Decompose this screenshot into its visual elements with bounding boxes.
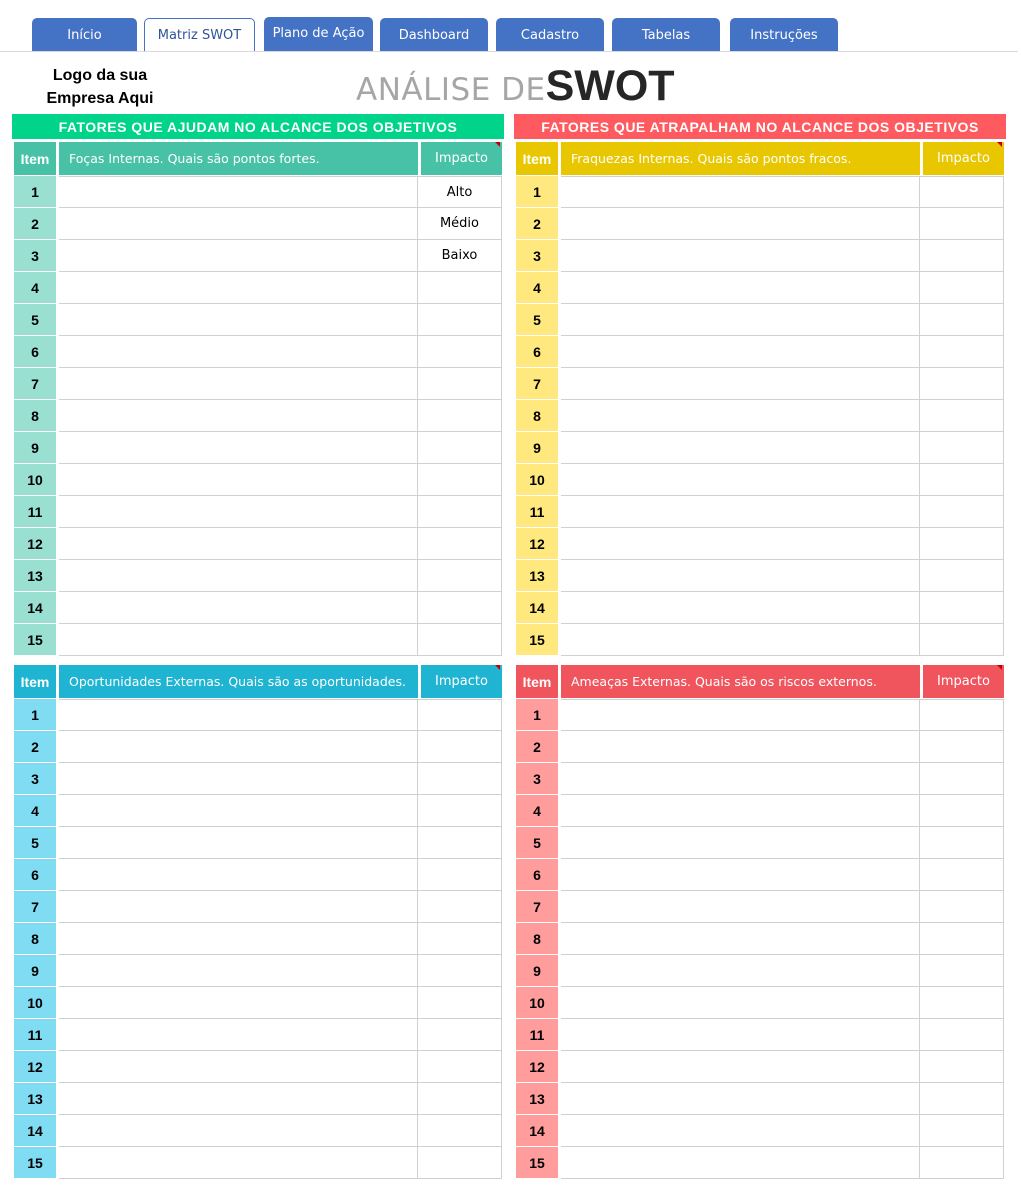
description-cell[interactable] [59, 1115, 418, 1147]
row-number: 1 [516, 699, 558, 730]
description-cell[interactable] [561, 763, 920, 795]
description-cell[interactable] [561, 923, 920, 955]
table-row [12, 464, 504, 496]
table-row [12, 1147, 504, 1179]
description-cell[interactable] [561, 827, 920, 859]
description-cell[interactable] [59, 923, 418, 955]
row-number: 8 [516, 923, 558, 954]
threats-description-header: Ameaças Externas. Quais são os riscos externos. [561, 665, 920, 698]
nav-divider [0, 51, 1018, 52]
opportunities-impact-header [421, 665, 502, 698]
tab-instrucoes[interactable]: Instruções [730, 18, 838, 52]
row-number: 14 [516, 1115, 558, 1146]
description-cell[interactable] [561, 955, 920, 987]
threats-impact-label: Impacto [937, 674, 990, 689]
table-row [514, 176, 1006, 208]
description-cell[interactable] [59, 400, 418, 432]
row-number: 2 [14, 208, 56, 239]
impact-cell[interactable] [418, 955, 502, 987]
table-row [12, 1019, 504, 1051]
impact-cell[interactable] [418, 859, 502, 891]
impact-cell[interactable] [418, 987, 502, 1019]
weaknesses-impact-header [923, 142, 1004, 175]
impact-cell[interactable] [418, 923, 502, 955]
description-cell[interactable] [561, 304, 920, 336]
row-number: 12 [516, 1051, 558, 1082]
table-row [12, 1083, 504, 1115]
row-number: 9 [516, 955, 558, 986]
tab-inicio[interactable]: Início [32, 18, 137, 52]
row-number: 1 [516, 176, 558, 207]
table-row [12, 624, 504, 656]
description-cell[interactable] [59, 496, 418, 528]
impact-cell[interactable] [418, 1147, 502, 1179]
description-cell[interactable] [59, 624, 418, 656]
impact-cell[interactable] [920, 272, 1004, 304]
table-row [12, 1115, 504, 1147]
table-row [514, 1019, 1006, 1051]
impact-cell[interactable] [418, 763, 502, 795]
row-number: 11 [14, 496, 56, 527]
impact-cell[interactable] [920, 176, 1004, 208]
description-cell[interactable] [59, 368, 418, 400]
table-row [12, 592, 504, 624]
impact-cell[interactable] [920, 1019, 1004, 1051]
description-cell[interactable] [59, 731, 418, 763]
table-row [514, 955, 1006, 987]
table-row [12, 955, 504, 987]
tab-plano-de-acao[interactable]: Plano de Ação [264, 17, 373, 51]
impact-cell[interactable] [920, 528, 1004, 560]
description-cell[interactable] [59, 432, 418, 464]
impact-cell[interactable] [418, 432, 502, 464]
row-number: 6 [14, 859, 56, 890]
impact-cell[interactable] [920, 763, 1004, 795]
impact-cell[interactable] [920, 304, 1004, 336]
description-cell[interactable] [561, 624, 920, 656]
row-number: 10 [516, 987, 558, 1018]
row-number: 13 [14, 560, 56, 591]
impact-cell[interactable] [418, 1115, 502, 1147]
table-row [12, 304, 504, 336]
impact-cell[interactable] [418, 795, 502, 827]
table-row [12, 368, 504, 400]
table-row [514, 1147, 1006, 1179]
row-number: 6 [516, 859, 558, 890]
table-row [514, 624, 1006, 656]
description-cell[interactable] [561, 496, 920, 528]
table-row [514, 763, 1006, 795]
table-row [514, 731, 1006, 763]
row-number: 15 [516, 1147, 558, 1178]
table-row [514, 859, 1006, 891]
table-row [12, 987, 504, 1019]
description-cell[interactable] [561, 400, 920, 432]
table-row [514, 272, 1006, 304]
row-number: 7 [14, 891, 56, 922]
comment-indicator [997, 142, 1002, 147]
table-row [514, 304, 1006, 336]
table-row [514, 496, 1006, 528]
row-number: 15 [14, 624, 56, 655]
description-cell[interactable] [561, 1083, 920, 1115]
impact-cell[interactable] [418, 1019, 502, 1051]
description-cell[interactable] [561, 560, 920, 592]
table-row [514, 987, 1006, 1019]
description-cell[interactable] [59, 336, 418, 368]
row-number: 12 [516, 528, 558, 559]
row-number: 2 [516, 731, 558, 762]
row-number: 5 [516, 304, 558, 335]
row-number: 14 [14, 1115, 56, 1146]
table-row [12, 827, 504, 859]
impact-cell[interactable] [920, 208, 1004, 240]
description-cell[interactable] [59, 464, 418, 496]
impact-cell[interactable] [418, 731, 502, 763]
tab-tabelas[interactable]: Tabelas [612, 18, 720, 52]
weaknesses-description-header: Fraquezas Internas. Quais são pontos fracos. [561, 142, 920, 175]
row-number: 14 [516, 592, 558, 623]
description-cell[interactable] [59, 1051, 418, 1083]
row-number: 8 [516, 400, 558, 431]
row-number: 5 [516, 827, 558, 858]
description-cell[interactable] [59, 208, 418, 240]
table-row [12, 699, 504, 731]
impact-cell[interactable] [418, 624, 502, 656]
description-cell[interactable] [561, 368, 920, 400]
impact-cell[interactable] [920, 859, 1004, 891]
description-cell[interactable] [59, 528, 418, 560]
impact-cell[interactable] [920, 496, 1004, 528]
logo-line-2: Empresa Aqui [46, 90, 154, 107]
tab-cadastro[interactable]: Cadastro [496, 18, 604, 52]
table-row [514, 592, 1006, 624]
comment-indicator [997, 665, 1002, 670]
description-cell[interactable] [561, 1115, 920, 1147]
row-number: 2 [14, 731, 56, 762]
banner-hindering-factors: FATORES QUE ATRAPALHAM NO ALCANCE DOS OBJETIVOS [514, 114, 1006, 139]
description-cell[interactable] [561, 699, 920, 731]
weaknesses-header [514, 142, 1006, 176]
table-row [514, 240, 1006, 272]
table-row [514, 795, 1006, 827]
strengths-impact-label: Impacto [435, 151, 488, 166]
row-number: 8 [14, 923, 56, 954]
impact-cell[interactable] [920, 592, 1004, 624]
tab-dashboard[interactable]: Dashboard [380, 18, 488, 52]
row-number: 10 [14, 987, 56, 1018]
table-row [12, 272, 504, 304]
row-number: 10 [14, 464, 56, 495]
top-navigation [0, 0, 1021, 52]
description-cell[interactable] [561, 1051, 920, 1083]
impact-cell[interactable] [418, 1051, 502, 1083]
table-row [12, 400, 504, 432]
row-number: 4 [516, 795, 558, 826]
table-row [12, 432, 504, 464]
description-cell[interactable] [561, 432, 920, 464]
description-cell[interactable] [561, 1147, 920, 1179]
row-number: 7 [516, 368, 558, 399]
impact-cell[interactable] [920, 1083, 1004, 1115]
impact-cell[interactable] [920, 955, 1004, 987]
row-number: 9 [14, 432, 56, 463]
row-number: 7 [14, 368, 56, 399]
row-number: 7 [516, 891, 558, 922]
description-cell[interactable] [561, 528, 920, 560]
description-cell[interactable] [59, 891, 418, 923]
impact-cell[interactable] [418, 464, 502, 496]
weaknesses-impact-label: Impacto [937, 151, 990, 166]
row-number: 4 [14, 795, 56, 826]
table-row [12, 731, 504, 763]
description-cell[interactable] [59, 1083, 418, 1115]
strengths-header [12, 142, 504, 176]
row-number: 3 [14, 763, 56, 794]
description-cell[interactable] [561, 987, 920, 1019]
impact-cell[interactable] [920, 400, 1004, 432]
opportunities-table [12, 665, 504, 1179]
row-number: 13 [14, 1083, 56, 1114]
description-cell[interactable] [59, 859, 418, 891]
page-title-bold: SWOT [545, 62, 675, 110]
description-cell[interactable] [59, 987, 418, 1019]
row-number: 6 [516, 336, 558, 367]
impact-cell[interactable] [920, 1147, 1004, 1179]
row-number: 5 [14, 304, 56, 335]
table-row [12, 891, 504, 923]
impact-cell[interactable] [920, 1115, 1004, 1147]
row-number: 4 [516, 272, 558, 303]
description-cell[interactable] [59, 1019, 418, 1051]
weaknesses-table [514, 142, 1006, 656]
row-number: 13 [516, 1083, 558, 1114]
impact-cell[interactable] [920, 432, 1004, 464]
table-row [12, 795, 504, 827]
opportunities-description-header: Oportunidades Externas. Quais são as oportunidades. [59, 665, 418, 698]
row-number: 4 [14, 272, 56, 303]
description-cell[interactable] [561, 208, 920, 240]
description-cell[interactable] [59, 1147, 418, 1179]
banner-helping-factors: FATORES QUE AJUDAM NO ALCANCE DOS OBJETIVOS [12, 114, 504, 139]
impact-cell[interactable] [920, 923, 1004, 955]
opportunities-header [12, 665, 504, 699]
logo-line-1: Logo da sua [52, 67, 148, 84]
row-number: 9 [14, 955, 56, 986]
row-number: 2 [516, 208, 558, 239]
description-cell[interactable] [59, 272, 418, 304]
table-row [12, 528, 504, 560]
row-number: 15 [516, 624, 558, 655]
impact-cell[interactable] [418, 1083, 502, 1115]
description-cell[interactable] [561, 891, 920, 923]
impact-cell[interactable] [920, 240, 1004, 272]
table-row [12, 923, 504, 955]
impact-cell[interactable] [418, 368, 502, 400]
description-cell[interactable] [561, 176, 920, 208]
company-logo-placeholder [30, 64, 170, 110]
table-row [514, 368, 1006, 400]
strengths-description-header: Foças Internas. Quais são pontos fortes. [59, 142, 418, 175]
impact-cell[interactable] [920, 336, 1004, 368]
description-cell[interactable] [59, 699, 418, 731]
impact-cell[interactable] [920, 827, 1004, 859]
row-number: 11 [516, 496, 558, 527]
table-row [12, 763, 504, 795]
row-number: 15 [14, 1147, 56, 1178]
threats-impact-header [923, 665, 1004, 698]
row-number: 11 [516, 1019, 558, 1050]
page-title [356, 62, 675, 108]
description-cell[interactable] [59, 176, 418, 208]
table-row [12, 176, 504, 208]
table-row [12, 1051, 504, 1083]
impact-cell[interactable] [920, 891, 1004, 923]
table-row [12, 496, 504, 528]
description-cell[interactable] [561, 336, 920, 368]
row-number: 11 [14, 1019, 56, 1050]
row-number: 1 [14, 699, 56, 730]
strengths-item-header: Item [14, 142, 56, 175]
description-cell[interactable] [59, 240, 418, 272]
threats-table [514, 665, 1006, 1179]
description-cell[interactable] [561, 272, 920, 304]
description-cell[interactable] [59, 763, 418, 795]
impact-cell[interactable]: Alto [418, 176, 502, 208]
description-cell[interactable] [59, 304, 418, 336]
row-number: 10 [516, 464, 558, 495]
table-row [514, 1051, 1006, 1083]
table-row [514, 1083, 1006, 1115]
impact-cell[interactable] [418, 560, 502, 592]
description-cell[interactable] [561, 592, 920, 624]
row-number: 12 [14, 528, 56, 559]
row-number: 6 [14, 336, 56, 367]
impact-cell[interactable] [418, 592, 502, 624]
impact-cell[interactable] [418, 304, 502, 336]
table-row [514, 208, 1006, 240]
tab-matriz-swot[interactable]: Matriz SWOT [144, 18, 255, 52]
impact-cell[interactable] [920, 560, 1004, 592]
description-cell[interactable] [561, 464, 920, 496]
comment-indicator [495, 142, 500, 147]
table-row [12, 336, 504, 368]
table-row [514, 400, 1006, 432]
page-title-light: ANÁLISE DE [356, 72, 546, 108]
impact-cell[interactable] [920, 1051, 1004, 1083]
row-number: 13 [516, 560, 558, 591]
impact-cell[interactable] [920, 368, 1004, 400]
table-row [12, 208, 504, 240]
strengths-impact-header [421, 142, 502, 175]
weaknesses-item-header: Item [516, 142, 558, 175]
table-row [514, 560, 1006, 592]
impact-cell[interactable] [920, 464, 1004, 496]
row-number: 8 [14, 400, 56, 431]
row-number: 14 [14, 592, 56, 623]
description-cell[interactable] [59, 827, 418, 859]
table-row [514, 432, 1006, 464]
table-row [514, 336, 1006, 368]
table-row [514, 827, 1006, 859]
description-cell[interactable] [59, 560, 418, 592]
description-cell[interactable] [59, 795, 418, 827]
impact-cell[interactable]: Baixo [418, 240, 502, 272]
impact-cell[interactable] [418, 272, 502, 304]
threats-item-header: Item [516, 665, 558, 698]
table-row [514, 923, 1006, 955]
row-number: 12 [14, 1051, 56, 1082]
description-cell[interactable] [561, 1019, 920, 1051]
impact-cell[interactable] [920, 699, 1004, 731]
description-cell[interactable] [59, 592, 418, 624]
row-number: 3 [516, 240, 558, 271]
row-number: 9 [516, 432, 558, 463]
threats-header [514, 665, 1006, 699]
table-row [12, 240, 504, 272]
impact-cell[interactable] [418, 827, 502, 859]
description-cell[interactable] [561, 240, 920, 272]
impact-cell[interactable] [418, 400, 502, 432]
impact-cell[interactable] [920, 795, 1004, 827]
impact-cell[interactable] [418, 528, 502, 560]
row-number: 1 [14, 176, 56, 207]
description-cell[interactable] [561, 859, 920, 891]
table-row [12, 859, 504, 891]
impact-cell[interactable] [920, 624, 1004, 656]
table-row [514, 528, 1006, 560]
strengths-table [12, 142, 504, 656]
opportunities-item-header: Item [14, 665, 56, 698]
impact-cell[interactable] [920, 731, 1004, 763]
table-row [514, 891, 1006, 923]
description-cell[interactable] [561, 795, 920, 827]
impact-cell[interactable] [418, 891, 502, 923]
row-number: 3 [516, 763, 558, 794]
table-row [514, 464, 1006, 496]
description-cell[interactable] [59, 955, 418, 987]
impact-cell[interactable] [920, 987, 1004, 1019]
table-row [12, 560, 504, 592]
impact-cell[interactable] [418, 496, 502, 528]
impact-cell[interactable]: Médio [418, 208, 502, 240]
table-row [514, 1115, 1006, 1147]
table-row [514, 699, 1006, 731]
impact-cell[interactable] [418, 336, 502, 368]
description-cell[interactable] [561, 731, 920, 763]
row-number: 5 [14, 827, 56, 858]
row-number: 3 [14, 240, 56, 271]
impact-cell[interactable] [418, 699, 502, 731]
opportunities-impact-label: Impacto [435, 674, 488, 689]
comment-indicator [495, 665, 500, 670]
